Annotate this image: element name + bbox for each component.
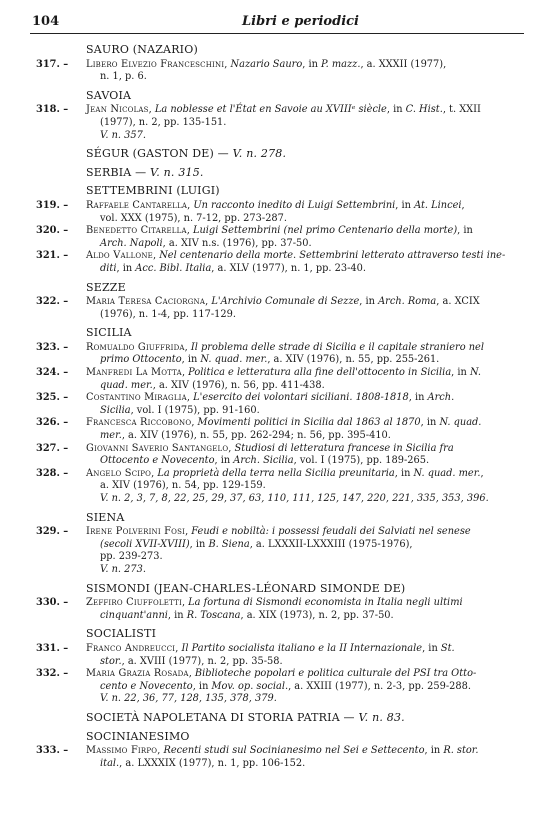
entry-text: , (157, 745, 164, 757)
entry-italic: Ottocento e Novecento (100, 455, 215, 467)
section-heading-text: SIENA (86, 510, 125, 524)
entry-italic: L'Archivio Comunale di Sezze (211, 296, 360, 308)
entry-author: Costantino Miraglia (86, 392, 187, 404)
entry-italic: La fortuna di Sismondi economista in Italia negli ultimi (188, 597, 463, 609)
entry-text: , (148, 104, 155, 116)
entry-italic: V. n. 273. (100, 563, 146, 575)
entry-line (86, 745, 526, 758)
entry-italic: N. quad. mer. (413, 467, 481, 479)
entry-italic: P. mazz. (321, 58, 361, 70)
entry-line (86, 417, 526, 430)
entry-text: , in (359, 296, 379, 308)
entry-line (86, 551, 526, 564)
entry-text: , (185, 526, 192, 538)
entry-line (86, 493, 526, 506)
entry-text: , in (181, 354, 201, 366)
entry-text: , in (424, 745, 444, 757)
entry-author: Giovanni Saverio Santangelo (86, 442, 229, 454)
entry-line (86, 656, 526, 669)
entry-line (86, 405, 526, 418)
section-heading (86, 583, 526, 596)
entry-line (86, 59, 526, 72)
bibliography-entry (30, 59, 526, 84)
entry-number: 317. – (36, 58, 69, 70)
entry-text: , a. XXXII (1977), (360, 58, 447, 70)
entry-italic: Feudi e nobiltà: i possessi feudali dei Salviati nel senese (191, 526, 471, 538)
entry-text: , vol. I (1975), pp. 189-265. (293, 455, 430, 467)
bibliography-content (30, 44, 526, 770)
entry-text: , a. LXXXIX (1977), n. 1, pp. 106-152. (119, 757, 306, 769)
entry-italic: La noblesse et l'État en Savoie au XVIIIᵉ siècle (154, 104, 387, 116)
entry-author: Irene Polverini Fosi (86, 526, 186, 538)
entry-text: , in (302, 58, 322, 70)
bibliography-entry (30, 526, 526, 576)
entry-text: , a. XLV (1977), n. 1, pp. 23-40. (211, 262, 367, 274)
entry-text: , a. XCIX (436, 296, 480, 308)
entry-text: , in (192, 680, 212, 692)
entry-italic: Il problema delle strade di Sicilia e il capitale straniero nel (190, 341, 484, 353)
entry-line (86, 597, 526, 610)
entry-text: , in (408, 392, 428, 404)
entry-text: , in (189, 538, 209, 550)
entry-number: 329. – (36, 526, 69, 538)
entry-italic: Il Partito socialista italiano e la II Internazionale (181, 642, 423, 654)
entry-number: 333. – (36, 745, 69, 757)
entry-text: , (151, 467, 158, 479)
entry-text: , in (386, 104, 406, 116)
entry-line (86, 610, 526, 623)
entry-text: , (181, 367, 189, 379)
entry-text: , (153, 250, 160, 262)
entry-line (86, 117, 526, 130)
entry-italic: quad. mer. (100, 379, 153, 391)
entry-author: Libero Elvezio Franceschini (86, 58, 225, 70)
bibliography-entry (30, 392, 526, 417)
section-heading (86, 90, 526, 103)
entry-italic: mer. (100, 430, 122, 442)
entry-italic: N. quad. mer. (200, 354, 268, 366)
entry-line (86, 104, 526, 117)
entry-text: , (184, 341, 191, 353)
section-heading (86, 628, 526, 641)
entry-text: n. 1, p. 6. (100, 71, 147, 83)
entry-line (86, 380, 526, 393)
entry-author: Francesca Riccobono (86, 417, 192, 429)
entry-text: , (181, 597, 189, 609)
bibliography-entry (30, 104, 526, 142)
entry-line (86, 238, 526, 251)
running-title: Libri e periodici (242, 14, 359, 29)
bibliography-entry (30, 200, 526, 225)
bibliography-entry (30, 342, 526, 367)
entry-line (86, 693, 526, 706)
entry-text: , a. LXXXII-LXXXIII (1975-1976), (249, 538, 413, 550)
entry-line (86, 342, 526, 355)
section-heading-text: SOCIALISTI (86, 627, 157, 641)
entry-text: , (228, 442, 235, 454)
entry-italic: Arch. (427, 392, 455, 404)
entry-line (86, 539, 526, 552)
entry-text: , a. XXIII (1977), n. 2-3, pp. 259-288. (288, 680, 471, 692)
entry-italic: B. Siena (208, 538, 250, 550)
section-heading-text: SAURO (NAZARIO) (86, 43, 198, 56)
section-heading (86, 185, 526, 198)
entry-text: , (191, 417, 198, 429)
entry-text: , in (116, 262, 136, 274)
entry-line (86, 480, 526, 493)
section-heading (86, 167, 526, 180)
entry-number: 330. – (36, 597, 69, 609)
entry-author: Raffaele Cantarella (86, 199, 188, 211)
section-heading-text: SICILIA (86, 326, 132, 340)
entry-line (86, 430, 526, 443)
entry-author: Aldo Vallone (86, 250, 153, 262)
entry-italic: Nel centenario della morte. Settembrini letterato attraverso testi ine- (159, 250, 506, 262)
entry-text: , (224, 58, 231, 70)
entry-text: , in (451, 367, 470, 379)
entry-italic: V. n. 357. (100, 129, 146, 141)
section-heading-text: SERBIA — (86, 165, 147, 179)
entry-italic: Luigi Settembrini (nel primo Centenario della morte) (192, 225, 458, 237)
entry-text: , vol. I (1975), pp. 91-160. (130, 404, 260, 416)
entry-line (86, 455, 526, 468)
section-cross-reference: V. n. 83. (358, 710, 405, 724)
entry-author: Maria Grazia Rosada (86, 668, 189, 680)
entry-line (86, 468, 526, 481)
entry-text: pp. 239-273. (100, 551, 163, 563)
entry-text: , in (214, 455, 234, 467)
section-heading-text: SAVOIA (86, 88, 132, 102)
entry-italic: Sicilia (100, 404, 131, 416)
entry-author: Massimo Firpo (86, 745, 158, 757)
bibliography-entry (30, 745, 526, 770)
section-cross-reference: V. n. 315. (150, 165, 204, 179)
entry-text: , in (394, 467, 414, 479)
entry-text: , in (422, 642, 441, 654)
entry-italic: R. stor. (443, 745, 479, 757)
entry-author: Zeffiro Ciuffoletti (86, 597, 182, 609)
entry-italic: Un racconto inedito di Luigi Settembrini (193, 199, 396, 211)
entry-text: , a. XIV (1976), n. 56, pp. 411-438. (152, 379, 325, 391)
entry-text: , in (420, 417, 440, 429)
entry-italic: stor. (100, 655, 122, 667)
entry-text: , a. XIV (1976), n. 55, pp. 255-261. (267, 354, 440, 366)
entry-line (86, 758, 526, 771)
entry-author: Romualdo Giuffrida (86, 341, 185, 353)
entry-text: , (461, 199, 465, 211)
section-heading (86, 44, 526, 57)
entry-italic: Movimenti politici in Sicilia dal 1863 al 1870 (197, 417, 421, 429)
entry-line (86, 130, 526, 143)
entry-italic: Acc. Bibl. Italia (135, 262, 212, 274)
entry-number: 318. – (36, 104, 69, 116)
page-header (30, 10, 524, 32)
entry-line (86, 225, 526, 238)
entry-author: Benedetto Citarella (86, 225, 187, 237)
entry-line (86, 526, 526, 539)
entry-author: Maria Teresa Caciorgna (86, 296, 206, 308)
entry-text: , (186, 392, 194, 404)
entry-italic: L'esercito dei volontari siciliani. 1808-1818 (193, 392, 409, 404)
entry-line (86, 213, 526, 226)
section-heading (86, 327, 526, 340)
page-number: 104 (32, 14, 60, 29)
section-heading-text: SOCIETÀ NAPOLETANA DI STORIA PATRIA — (86, 710, 355, 724)
entry-italic: V. n. 22, 36, 77, 128, 135, 378, 379. (100, 693, 277, 705)
entry-text: , (188, 668, 195, 680)
entry-italic: N. (469, 367, 482, 379)
entry-italic: Politica e letteratura alla fine dell'ottocento in Sicilia (188, 367, 452, 379)
entry-author: Angelo Scipo (86, 467, 152, 479)
entry-text: , (480, 467, 484, 479)
bibliography-entry (30, 643, 526, 668)
entry-text: vol. XXX (1975), n. 7-12, pp. 273-287. (100, 212, 288, 224)
section-heading (86, 712, 526, 725)
entry-text: , in (395, 199, 415, 211)
bibliography-entry (30, 367, 526, 392)
bibliography-entry (30, 296, 526, 321)
bibliography-entry (30, 597, 526, 622)
section-heading (86, 282, 526, 295)
entry-line (86, 309, 526, 322)
entry-italic: R. Toscana (186, 609, 241, 621)
bibliography-entry (30, 468, 526, 506)
entry-text: , (186, 225, 193, 237)
entry-text: , a. XIV n.s. (1976), pp. 37-50. (162, 237, 312, 249)
entry-number: 327. – (36, 442, 69, 454)
entry-line (86, 564, 526, 577)
entry-text: , (187, 199, 194, 211)
header-rule (30, 33, 524, 34)
entry-text: , in (457, 225, 473, 237)
entry-italic: Biblioteche popolari e politica culturale del PSI tra Otto- (194, 668, 477, 680)
entry-italic: ital. (100, 757, 120, 769)
entry-number: 320. – (36, 225, 69, 237)
entry-text: , a. XIV (1976), n. 55, pp. 262-294; n. 56, pp. 395-410. (121, 430, 391, 442)
section-heading-text: SEZZE (86, 280, 126, 294)
section-heading-text: SETTEMBRINI (LUIGI) (86, 184, 220, 198)
entry-italic: Studiosi di letteratura francese in Sicilia fra (234, 442, 454, 454)
entry-number: 325. – (36, 392, 69, 404)
entry-number: 328. – (36, 467, 69, 479)
entry-italic: primo Ottocento (100, 354, 182, 366)
entry-text: , t. XXII (442, 104, 481, 116)
entry-text: (1977), n. 2, pp. 135-151. (100, 116, 227, 128)
entry-line (86, 250, 526, 263)
section-heading (86, 512, 526, 525)
entry-text: a. XIV (1976), n. 54, pp. 129-159. (100, 480, 266, 492)
entry-italic: Mov. op. social. (211, 680, 289, 692)
entry-line (86, 263, 526, 276)
entry-line (86, 354, 526, 367)
entry-line (86, 443, 526, 456)
entry-number: 319. – (36, 199, 69, 211)
entry-number: 326. – (36, 417, 69, 429)
entry-number: 324. – (36, 367, 69, 379)
entry-line (86, 296, 526, 309)
entry-line (86, 367, 526, 380)
bibliography-entry (30, 417, 526, 442)
entry-line (86, 681, 526, 694)
entry-italic: cento e Novecento (100, 680, 193, 692)
entry-italic: At. Lincei (414, 199, 462, 211)
entry-line (86, 392, 526, 405)
entry-italic: diti (100, 262, 117, 274)
entry-line (86, 643, 526, 656)
entry-author: Manfredi La Motta (86, 367, 182, 379)
section-heading-text: SÉGUR (GASTON DE) — (86, 147, 229, 161)
section-cross-reference: V. n. 278. (232, 147, 287, 161)
entry-text: (1976), n. 1-4, pp. 117-129. (100, 308, 236, 320)
entry-number: 322. – (36, 296, 69, 308)
entry-number: 321. – (36, 250, 69, 262)
section-heading (86, 148, 526, 161)
bibliography-entry (30, 443, 526, 468)
entry-italic: Arch. Sicilia (233, 455, 294, 467)
bibliography-entry (30, 225, 526, 250)
entry-italic: N. quad. (439, 417, 482, 429)
entry-text: , (175, 642, 182, 654)
entry-author: Franco Andreucci (86, 642, 176, 654)
section-heading-text: SISMONDI (JEAN-CHARLES-LÉONARD SIMONDE DE) (86, 581, 406, 595)
bibliography-entry (30, 668, 526, 706)
entry-line (86, 668, 526, 681)
entry-line (86, 71, 526, 84)
section-heading (86, 731, 526, 744)
entry-text: , a. XIX (1973), n. 2, pp. 37-50. (240, 609, 394, 621)
bibliography-entry (30, 250, 526, 275)
section-heading-text: SOCINIANESIMO (86, 729, 190, 743)
entry-italic: (secoli XVII-XVIII) (100, 538, 190, 550)
entry-number: 331. – (36, 642, 69, 654)
entry-line (86, 200, 526, 213)
entry-italic: C. Hist. (405, 104, 443, 116)
entry-number: 332. – (36, 668, 69, 680)
entry-italic: Recenti studi sul Socinianesimo nel Sei e Settecento (163, 745, 425, 757)
entry-italic: V. n. 2, 3, 7, 8, 22, 25, 29, 37, 63, 110, 111, 125, 147, 220, 221, 335, 353, 396. (100, 493, 489, 504)
entry-italic: cinquant'anni (100, 609, 168, 621)
entry-italic: Arch. Roma (378, 296, 437, 308)
entry-number: 323. – (36, 341, 69, 353)
entry-text: , a. XVIII (1977), n. 2, pp. 35-58. (121, 655, 283, 667)
entry-text: , in (167, 609, 187, 621)
entry-italic: St. (440, 642, 455, 654)
entry-italic: La proprietà della terra nella Sicilia preunitaria (157, 467, 395, 479)
entry-text: , (205, 296, 212, 308)
entry-italic: Arch. Napoli (100, 237, 163, 249)
entry-italic: Nazario Sauro (230, 58, 303, 70)
entry-author: Jean Nicolas (86, 104, 149, 116)
